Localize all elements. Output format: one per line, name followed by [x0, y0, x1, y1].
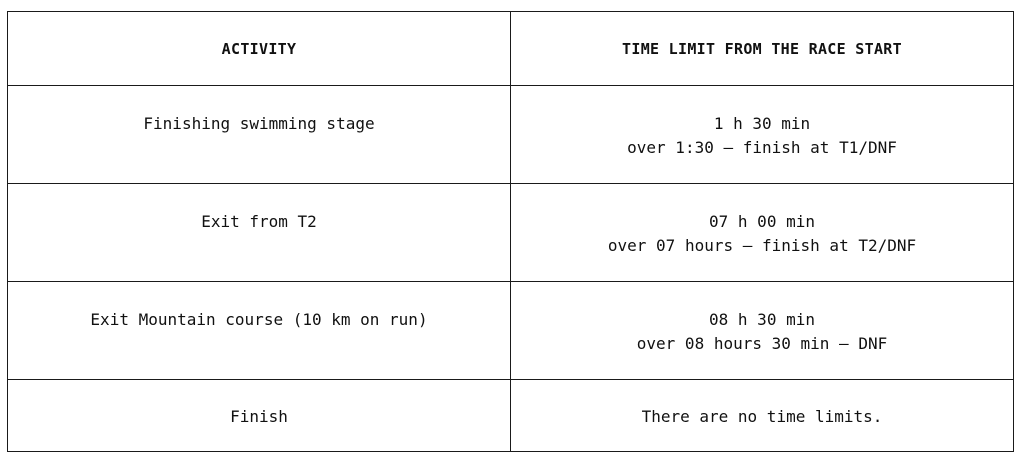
table-row — [8, 380, 1014, 452]
header-activity: ACTIVITY — [8, 12, 511, 86]
table-row — [8, 282, 1014, 380]
table-header — [8, 12, 1014, 86]
time-limit-cell — [511, 184, 1014, 282]
time-limit-note: over 07 hours – finish at T2/DNF — [607, 236, 917, 255]
time-limit-value: 07 h 00 min — [709, 212, 815, 231]
table-row — [8, 184, 1014, 282]
activity-cell: Exit Mountain course (10 km on run) — [8, 282, 511, 380]
table-body — [8, 86, 1014, 452]
header-time-limit: TIME LIMIT FROM THE RACE START — [511, 12, 1014, 86]
time-limit-note: over 1:30 – finish at T1/DNF — [627, 138, 897, 157]
activity-cell: Exit from T2 — [8, 184, 511, 282]
time-limit-cell — [511, 86, 1014, 184]
time-limits-table — [7, 11, 1014, 452]
time-limit-cell — [511, 380, 1014, 452]
table-row — [8, 86, 1014, 184]
time-limit-value: There are no time limits. — [641, 407, 883, 426]
time-limit-value: 1 h 30 min — [713, 114, 811, 133]
time-limit-cell — [511, 282, 1014, 380]
activity-cell: Finish — [8, 380, 511, 452]
time-limit-value: 08 h 30 min — [709, 310, 815, 329]
time-limit-note: over 08 hours 30 min – DNF — [636, 334, 888, 353]
header-row — [8, 12, 1014, 86]
activity-cell: Finishing swimming stage — [8, 86, 511, 184]
